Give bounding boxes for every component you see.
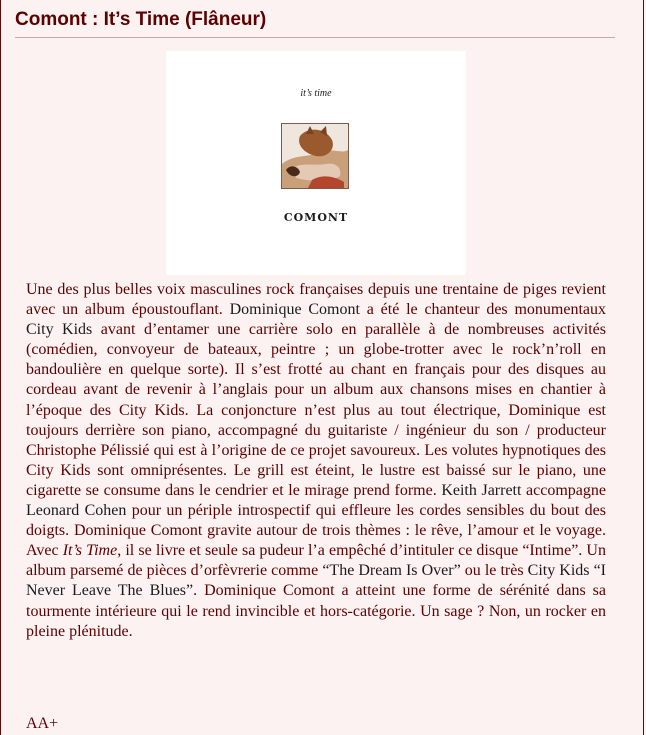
- artist-link[interactable]: Dominique Comont: [229, 301, 360, 319]
- rating: AA+: [26, 715, 59, 732]
- album-title-italic: It’s Time: [62, 542, 118, 560]
- band-link[interactable]: City Kids: [26, 321, 93, 339]
- review-text: Une des plus belles voix masculines rock françaises depuis une trentaine de piges revient avec un album époustouflant. Dominique Comont a été le chanteur des monumentaux City Kids avant d’entamer une carrière solo en parallèle à de nombreuses activités (comédien, convoyeur de bateaux, peintre ; un globe-trotter avec le rock’n’roll en bandoulière en quelque sorte). Il s’est frotté au chant en français pour des disques au cordeau avant de revenir à l’anglais pour un album aux chansons mises en chantier à l’époque des City Kids. La conjoncture n’est plus au tout électrique, Dominique est toujours derrière son piano, accompagné du guitariste / ingénieur du son / producteur Christophe Pélissié qui est à l’origine de ce projet savoureux. Les volutes hypnotiques des City Kids sont omniprésentes. Le grill est éteint, le lustre est baissé sur le piano, une cigarette se consume dans le cendrier et le mirage prend forme. Keith Jarrett accompagne Leonard Cohen pour un périple introspectif qui effleure les cordes sensibles du bout des doigts. Dominique Comont gravite autour de trois thèmes : le rêve, l’amour et le voyage. Avec It’s Time, il se livre et seule sa pudeur l’a empêché d’intituler ce disque “Intime”. Un album parsemé de pièces d’orfèvrerie comme “The Dream Is Over” ou le très City Kids “I Never Leave The Blues”. Dominique Comont a atteint une forme de sérénité dans sa tourmente intérieure qui le rend invincible et hors-catégorie. Un sage ? Non, un rocker en pleine plénitude.: [26, 281, 607, 640]
- post-title[interactable]: Comont : It’s Time (Flâneur): [15, 9, 267, 30]
- painting-icon: [282, 124, 348, 188]
- album-cover: [166, 51, 466, 275]
- cover-painting-image: [281, 123, 349, 189]
- leonard-cohen-link[interactable]: Leonard Cohen: [26, 502, 127, 520]
- song-link-dream[interactable]: “The Dream Is Over”: [322, 562, 461, 580]
- keith-jarrett-link[interactable]: Keith Jarrett: [441, 481, 522, 499]
- song-link-blues[interactable]: City Kids “I Never Leave The Blues”: [26, 562, 607, 600]
- cover-artist-name: COMONT: [283, 211, 349, 224]
- cover-album-title: it’s time: [300, 88, 332, 99]
- title-divider: [15, 37, 615, 38]
